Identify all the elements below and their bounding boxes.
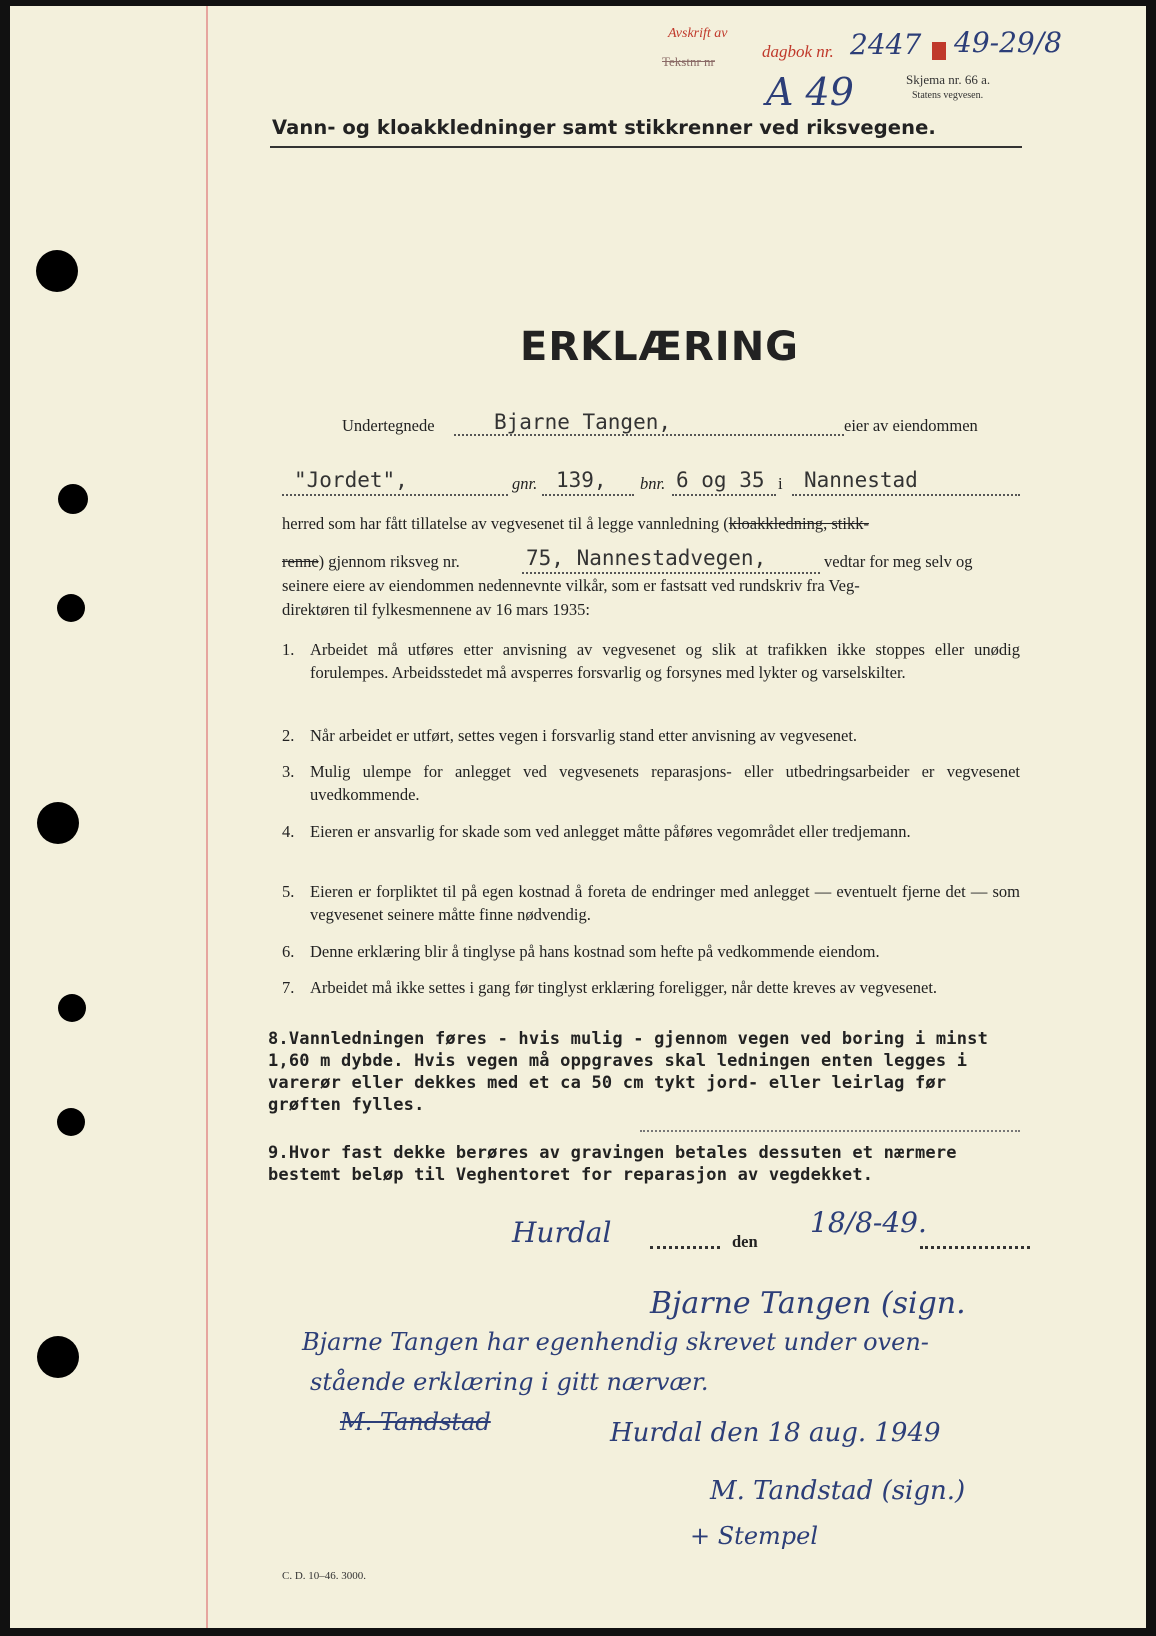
place-dots: [650, 1246, 720, 1249]
document-title: Vann- og kloakkledninger samt stikkrenner ved riksvegene.: [272, 116, 936, 139]
owner-signature: Bjarne Tangen (sign.: [650, 1286, 966, 1321]
condition-number: 5.: [282, 882, 295, 901]
vedtar-text: vedtar for meg selv og: [824, 552, 973, 571]
stamp-mark: [932, 42, 946, 60]
den-label: den: [732, 1232, 758, 1251]
condition-7: [282, 976, 1020, 1024]
date-handwritten: 18/8-49.: [810, 1206, 927, 1239]
place-handwritten: Hurdal: [512, 1216, 612, 1249]
permit-struck-b: renne: [282, 552, 319, 571]
bnr-label: bnr.: [640, 474, 666, 493]
document-page: [10, 6, 1146, 1628]
certification-line-1: Bjarne Tangen har egenhendig skrevet under oven-: [302, 1328, 929, 1356]
condition-text: Eieren er ansvarlig for skade som ved anlegget måtte påføres vegområdet eller tredjemann.: [310, 822, 911, 841]
road-value: 75, Nannestadvegen,: [526, 546, 767, 570]
condition-4: [282, 820, 1020, 868]
condition-3: [282, 760, 1020, 808]
condition-text: Når arbeidet er utført, settes vegen i forsvarlig stand etter anvisning av vegvesenet.: [310, 726, 858, 745]
municipality: Nannestad: [804, 468, 918, 492]
binder-hole-3: [57, 594, 85, 622]
condition-number: 7.: [282, 978, 295, 997]
stamp-avskrift: Avskrift av: [668, 26, 728, 41]
form-id: Skjema nr. 66 a.: [906, 72, 991, 87]
stamp-struck-line: Tekstnr nr: [662, 54, 715, 69]
binder-hole-5: [58, 994, 86, 1022]
dagbok-number: 2447: [850, 28, 922, 61]
condition-6: [282, 940, 1020, 964]
owner-name: Bjarne Tangen,: [494, 410, 672, 434]
certification-place-date: Hurdal den 18 aug. 1949: [610, 1418, 941, 1448]
certifier-signature: M. Tandstad (sign.): [710, 1476, 966, 1506]
permit-text-a: herred som har fått tillatelse av vegvesenet til å legge vannledning (: [282, 514, 729, 533]
permit-struck-a: kloakkledning, stikk-: [728, 514, 869, 533]
certification-struck: M. Tandstad: [340, 1408, 491, 1436]
margin-rule: [206, 6, 208, 1628]
gnr-value: 139,: [556, 468, 607, 492]
permit-text-b: ) gjennom riksveg nr.: [318, 552, 460, 571]
intro-line-3: direktøren til fylkesmennene av 16 mars 1935:: [282, 600, 590, 619]
date-dots: [920, 1246, 1030, 1249]
typed-condition-8: 8.Vannledningen føres - hvis mulig - gjennom vegen ved boring i minst 1,60 m dybde. Hvis vegen må oppgraves skal ledningen enten legges i varerør eller dekkes med et ca 50 cm tykt jord- eller leirlag før grøften fylles.: [268, 1029, 989, 1115]
eier-label: eier av eiendommen: [844, 416, 978, 435]
register-number: A 49: [766, 70, 854, 114]
binder-hole-6: [57, 1108, 85, 1136]
binder-hole-2: [58, 484, 88, 514]
condition-text: Mulig ulempe for anlegget ved vegvesenets reparasjons- eller utbedringsarbeider er vegvesenet uvedkommende.: [310, 762, 1020, 804]
binder-hole-4: [37, 802, 79, 844]
undertegnede-label: Undertegnede: [342, 416, 435, 435]
typed-condition-9: 9.Hvor fast dekke berøres av gravingen betales dessuten et nærmere bestemt beløp til Veghentoret for reparasjon av vegdekket.: [268, 1143, 957, 1185]
condition-number: 4.: [282, 822, 295, 841]
condition-text: Arbeidet må ikke settes i gang før tinglyst erklæring foreligger, når dette kreves av vegvesenet.: [310, 978, 938, 997]
intro-line-2: seinere eiere av eiendommen nedennevnte vilkår, som er fastsatt ved rundskriv fra Veg-: [282, 576, 860, 595]
condition-number: 6.: [282, 942, 295, 961]
condition-text: Arbeidet må utføres etter anvisning av vegvesenet og slik at trafikken ikke stoppes eller unødig forulempes. Arbeidsstedet må avsperres forsvarlig og forsynes med lykter og varselskilter.: [310, 640, 1020, 682]
title-rule: [270, 146, 1022, 148]
binder-hole-7: [37, 1336, 79, 1378]
separator-dots: [640, 1130, 1020, 1132]
bnr-value: 6 og 35: [676, 468, 765, 492]
condition-number: 2.: [282, 726, 295, 745]
form-issuer: Statens vegvesen.: [912, 90, 984, 101]
condition-number: 3.: [282, 762, 295, 781]
certification-line-2: stående erklæring i gitt nærvær.: [310, 1368, 709, 1396]
condition-1: [282, 638, 1020, 708]
road-line: [282, 552, 460, 572]
condition-text: Eieren er forpliktet til på egen kostnad å foreta de endringer med anlegget — eventuelt fjerne det — som vegvesenet seinere måtte finne nødvendig.: [310, 882, 1020, 924]
i-label: i: [778, 474, 783, 493]
dagbok-label: dagbok nr.: [762, 42, 834, 61]
dagbok-date: 49-29/8: [954, 26, 1062, 59]
condition-text: Denne erklæring blir å tinglyse på hans kostnad som hefte på vedkommende eiendom.: [310, 942, 880, 961]
stamp-note: + Stempel: [690, 1522, 819, 1550]
binder-hole-1: [36, 250, 78, 292]
footer-code: C. D. 10–46. 3000.: [282, 1570, 367, 1582]
property-name: "Jordet",: [294, 468, 408, 492]
condition-5: [282, 880, 1020, 928]
heading: ERKLÆRING: [520, 324, 799, 370]
gnr-label: gnr.: [512, 474, 538, 493]
condition-number: 1.: [282, 640, 295, 659]
condition-2: [282, 724, 1020, 748]
permit-line: [282, 514, 869, 534]
